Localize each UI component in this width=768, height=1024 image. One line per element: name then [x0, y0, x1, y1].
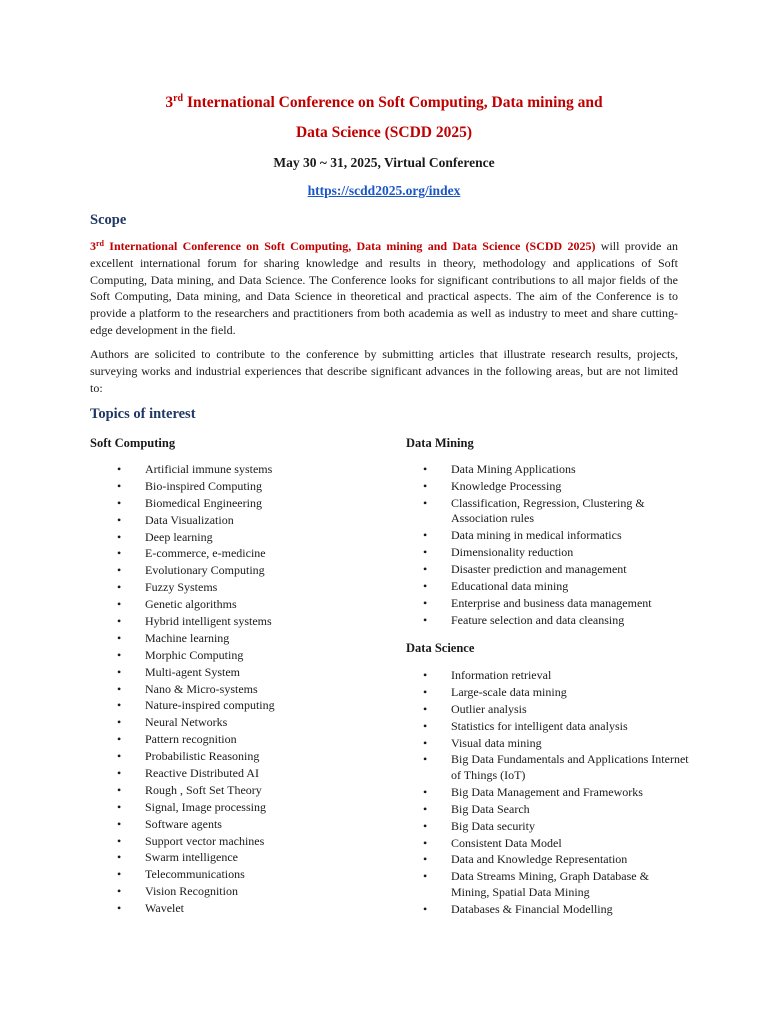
scope-paragraph-2: Authors are solicited to contribute to the conference by submitting articles that illustrate research results, projects, surveying works and industrial experiences that describe significant advances in the following areas, but are not limited to: [90, 347, 678, 395]
title-ordinal-suffix: rd [173, 93, 184, 104]
lead-ordinal: 3 [90, 239, 96, 253]
lead-text: International Conference on Soft Computing, Data mining and Data Science (SCDD 2025) [104, 239, 596, 253]
topic-list-item: • Big Data Fundamentals and Applications Internet of Things (IoT) [420, 752, 690, 783]
title-ordinal: 3 [165, 94, 174, 111]
topic-list-item: • Genetic algorithms [114, 597, 374, 613]
topic-list-item: • Hybrid intelligent systems [114, 614, 374, 630]
topic-list-item: • Probabilistic Reasoning [114, 749, 374, 765]
topic-list-item: • Enterprise and business data management [420, 596, 690, 612]
conference-date: May 30 ~ 31, 2025, Virtual Conference [273, 155, 495, 170]
topic-list-item: • Data Visualization [114, 513, 374, 529]
topic-list-item: • Consistent Data Model [420, 836, 690, 852]
data-science-heading: Data Science [406, 641, 475, 655]
topic-list-item: • Classification, Regression, Clustering & Association rules [420, 496, 690, 527]
topic-list-item: • Pattern recognition [114, 732, 374, 748]
topic-list-item: • Information retrieval [420, 668, 690, 684]
soft-computing-list [114, 462, 374, 918]
topic-list-item: • Signal, Image processing [114, 800, 374, 816]
topic-list-item: • Deep learning [114, 530, 374, 546]
topic-list-item: • Fuzzy Systems [114, 580, 374, 596]
data-mining-heading: Data Mining [406, 436, 474, 450]
topic-list-item: • Nano & Micro-systems [114, 682, 374, 698]
topic-list-item: • Statistics for intelligent data analysis [420, 719, 690, 735]
topic-list-item: • Rough , Soft Set Theory [114, 783, 374, 799]
soft-computing-heading: Soft Computing [90, 436, 176, 450]
topic-list-item: • Outlier analysis [420, 702, 690, 718]
topic-list-item: • Multi-agent System [114, 665, 374, 681]
topic-list-item: • Educational data mining [420, 579, 690, 595]
topic-list-item: • Large-scale data mining [420, 685, 690, 701]
topics-heading: Topics of interest [90, 406, 196, 422]
conference-url-line [60, 180, 708, 202]
scope-lead [90, 239, 596, 253]
topic-list-item: • Morphic Computing [114, 648, 374, 664]
topic-list-item: • Machine learning [114, 631, 374, 647]
data-science-list [420, 668, 690, 919]
topic-list-item: • Data mining in medical informatics [420, 528, 690, 544]
conference-url-link[interactable]: https://scdd2025.org/index [307, 183, 461, 198]
topic-list-item: • Telecommunications [114, 867, 374, 883]
topic-list-item: • Disaster prediction and management [420, 562, 690, 578]
topic-list-item: • Bio-inspired Computing [114, 479, 374, 495]
topic-list-item: • Big Data Management and Frameworks [420, 785, 690, 801]
scope-heading: Scope [90, 212, 127, 228]
topic-list-item: • Support vector machines [114, 834, 374, 850]
topic-list-item: • Feature selection and data cleansing [420, 613, 690, 629]
topic-list-item: • Wavelet [114, 901, 374, 917]
topic-list-item: • E-commerce, e-medicine [114, 546, 374, 562]
topic-list-item: • Visual data mining [420, 736, 690, 752]
topic-list-item: • Swarm intelligence [114, 850, 374, 866]
topic-list-item: • Data and Knowledge Representation [420, 852, 690, 868]
conference-title-line1 [60, 88, 708, 118]
topic-list-item: • Data Mining Applications [420, 462, 690, 478]
topic-list-item: • Artificial immune systems [114, 462, 374, 478]
title-line1-text: International Conference on Soft Computing, Data mining and [183, 94, 603, 111]
topic-list-item: • Reactive Distributed AI [114, 766, 374, 782]
topic-list-item: • Software agents [114, 817, 374, 833]
conference-title-line2: Data Science (SCDD 2025) [295, 124, 473, 141]
topic-list-item: • Big Data Search [420, 802, 690, 818]
scope-paragraph-1 [90, 238, 678, 339]
data-mining-list [420, 462, 690, 630]
topic-list-item: • Evolutionary Computing [114, 563, 374, 579]
topic-list-item: • Biomedical Engineering [114, 496, 374, 512]
topic-list-item: • Big Data security [420, 819, 690, 835]
topic-list-item: • Vision Recognition [114, 884, 374, 900]
lead-ordinal-suffix: rd [96, 239, 104, 248]
topic-list-item: • Data Streams Mining, Graph Database & Mining, Spatial Data Mining [420, 869, 690, 900]
topic-list-item: • Nature-inspired computing [114, 698, 374, 714]
topic-list-item: • Dimensionality reduction [420, 545, 690, 561]
topic-list-item: • Databases & Financial Modelling [420, 902, 690, 918]
topic-list-item: • Knowledge Processing [420, 479, 690, 495]
topic-list-item: • Neural Networks [114, 715, 374, 731]
scope-paragraph-1-rest: will provide an excellent international forum for sharing knowledge and results in theory, methodology and applications of Soft Computing, Data mining, and Data Science. The Conference looks for significant contributions to all major fields of the Soft Computing, Data mining, and Data Science in theoretical and practical aspects. The aim of the Conference is to provide a platform to the researchers and practitioners from both academia as well as industry to meet and share cutting-edge development in the field. [90, 239, 678, 337]
